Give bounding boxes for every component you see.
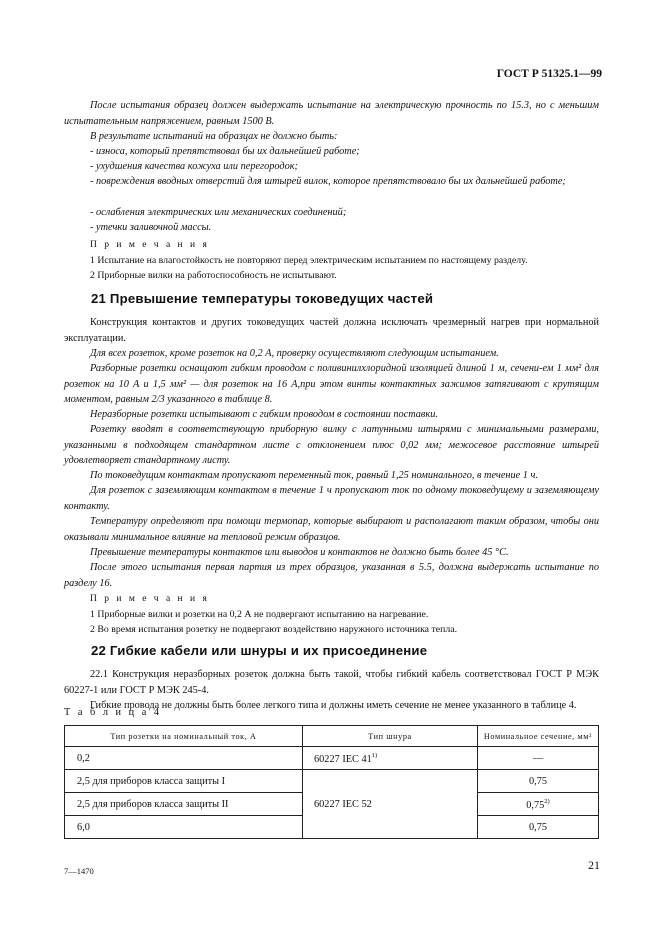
table-cell: 6,0 [65, 816, 303, 839]
table-cell [478, 793, 599, 816]
list-item: - повреждения вводных отверстий для штырей вилок, которое препятствовало бы их дальнейшей работе; [90, 176, 566, 187]
paragraph: Розетку вводят в соответствующую приборную вилку с латунными штырями с минимальными размерами, указанными в подходящем стандартном листе с отклонением плюс 0,02 мм; межосевое расстояние штырей удовлетворяет стандартному листу. [64, 424, 599, 466]
table-cell: 0,75 [478, 770, 599, 793]
table-cell [303, 747, 478, 770]
list-item: - ухудшения качества кожуха или перегородок; [90, 161, 298, 172]
paragraph: Превышение температуры контактов или выводов и контактов не должно быть более 45 °С. [90, 547, 509, 558]
list-item: - износа, который препятствовал бы их дальнейшей работе; [90, 146, 360, 157]
footnote-ref: 1) [371, 751, 378, 759]
list-item: - ослабления электрических или механических соединений; [90, 207, 347, 218]
page-number: 21 [588, 858, 600, 872]
table-cell: 60227 IEC 52 [303, 770, 478, 839]
table-row [65, 770, 599, 793]
notes-title: П р и м е ч а н и я [90, 594, 210, 604]
table-cell: 2,5 для приборов класса защиты I [65, 770, 303, 793]
table-caption: Т а б л и ц а 4 [64, 707, 162, 718]
table-header-cell: Тип розетки на номинальный ток, А [65, 726, 303, 747]
paragraph: Разборные розетки оснащают гибким проводом с поливинилхлоридной изоляцией длиной 1 м, сечени-ем 1 мм² для розеток на 10 А и 1,5 мм² — для розеток на 16 А,при этом винты контактных зажимов затягивают с крутящим моментом, равным 2/3 указанного в таблице 8. [64, 363, 599, 405]
table-row [65, 747, 599, 770]
table-cell: 0,75 [478, 816, 599, 839]
note-item: 1 Испытание на влагостойкость не повторяют перед электрическим испытанием по настоящему разделу. [90, 255, 528, 266]
section-heading: 22 Гибкие кабели или шнуры и их присоединение [91, 643, 428, 658]
section-heading: 21 Превышение температуры токоведущих частей [91, 291, 434, 306]
paragraph: Конструкция контактов и других токоведущих частей должна исключать чрезмерный нагрев при нормальной эксплуатации. [64, 317, 599, 344]
paragraph: Температуру определяют при помощи термопар, которые выбирают и располагают таким образом, чтобы они оказывали минимальное влияние на тепловой режим образцов. [64, 516, 599, 543]
paragraph: Для розеток с заземляющим контактом в течение 1 ч пропускают ток по одному токоведущему и заземляющему контакту. [64, 485, 599, 512]
paragraph: Неразборные розетки испытывают с гибким проводом в состоянии поставки. [90, 409, 438, 420]
note-item: 2 Во время испытания розетку не подвергают воздействию наружного источника тепла. [90, 624, 458, 635]
note-item: 1 Приборные вилки и розетки на 0,2 А не подвергают испытанию на нагревание. [90, 609, 429, 620]
note-item: 2 Приборные вилки на работоспособность не испытывают. [90, 270, 337, 281]
table-cell: — [478, 747, 599, 770]
paragraph: После этого испытания первая партия из трех образцов, указанная в 5.5, должна выдержать испытание по разделу 16. [64, 562, 599, 589]
paragraph: После испытания образец должен выдержать испытание на электрическую прочность по 15.3, но с меньшим испытательным напряжением, равным 1500 В. [64, 100, 599, 127]
table-cell: 2,5 для приборов класса защиты II [65, 793, 303, 816]
paragraph: Для всех розеток, кроме розеток на 0,2 А, проверку осуществляют следующим испытанием. [90, 348, 499, 359]
paragraph: Гибкие провода не должны быть более легкого типа и должны иметь сечение не менее указанного в таблице 4. [90, 700, 577, 711]
document-id: ГОСТ Р 51325.1—99 [496, 68, 602, 80]
paragraph: По токоведущим контактам пропускают переменный ток, равный 1,25 номинального, в течение 1 ч. [90, 470, 538, 481]
paragraph: 22.1 Конструкция неразборных розеток должна быть такой, чтобы гибкий кабель соответствовал ГОСТ Р МЭК 60227-1 или ГОСТ Р МЭК 245-4. [64, 669, 599, 696]
list-item: - утечки заливочной массы. [90, 222, 212, 233]
cord-type: 60227 IEC 41 [314, 753, 372, 765]
notes-title: П р и м е ч а н и я [90, 240, 210, 250]
table-header-cell: Тип шнура [303, 726, 478, 747]
table-header-cell: Номинальное сечение, мм² [478, 726, 599, 747]
paragraph: В результате испытаний на образцах не должно быть: [90, 131, 338, 142]
table-cell: 0,2 [65, 747, 303, 770]
footnote-ref: 2) [544, 797, 550, 805]
section-value: 0,75 [526, 799, 545, 811]
data-table [64, 725, 599, 839]
table-header-row [65, 726, 599, 747]
print-code: 7—1470 [64, 866, 94, 876]
